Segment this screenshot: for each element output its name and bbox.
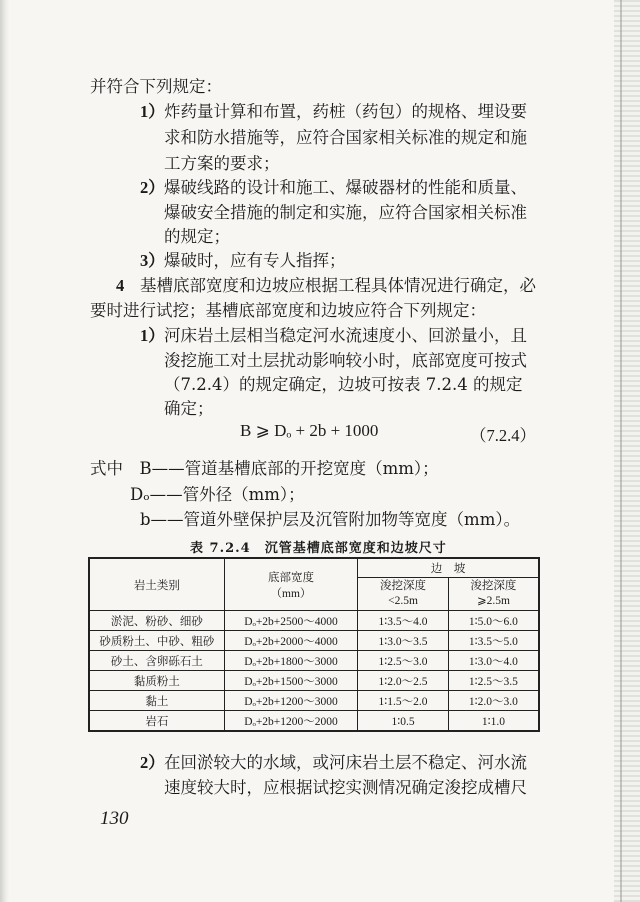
cell-slope-deep: 1∶5.0～6.0 bbox=[448, 611, 539, 631]
cell-slope-deep: 1∶2.0～3.0 bbox=[448, 691, 539, 711]
list-number: 3） bbox=[140, 251, 165, 270]
cell-slope-deep: 1∶1.0 bbox=[448, 711, 539, 732]
formula: B ⩾ Dₒ + 2b + 1000 bbox=[240, 421, 379, 440]
text-line: 确定； bbox=[164, 399, 214, 418]
cell-slope-shallow: 1∶0.5 bbox=[358, 711, 449, 732]
page-left-edge-shadow bbox=[0, 0, 9, 902]
text-line: 基槽底部宽度和边坡应根据工程具体情况进行确定，必 bbox=[140, 276, 536, 295]
cell-slope-shallow: 1∶2.5～3.0 bbox=[358, 651, 449, 671]
text-line: 工方案的要求； bbox=[164, 154, 280, 173]
text-line: 的规定； bbox=[164, 227, 230, 246]
text-line: 爆破时，应有专人指挥； bbox=[164, 251, 346, 270]
header-depth-range: <2.5m bbox=[388, 595, 418, 607]
table-caption: 表 7.2.4 沉管基槽底部宽度和边坡尺寸 bbox=[190, 541, 447, 556]
text-line: 求和防水措施等，应符合国家相关标准的规定和施 bbox=[164, 128, 527, 147]
list-number: 2） bbox=[140, 178, 165, 197]
header-slope: 边 坡 bbox=[358, 558, 539, 578]
where-line: b——管道外壁保护层及沉管附加物等宽度（mm）。 bbox=[140, 510, 521, 529]
cell-slope-deep: 1∶3.0～4.0 bbox=[448, 651, 539, 671]
page-right-binding-line bbox=[620, 0, 622, 902]
list-number: 2） bbox=[140, 753, 165, 772]
cell-soil: 淤泥、粉砂、细砂 bbox=[89, 611, 224, 631]
header-depth-range: ⩾2.5m bbox=[476, 595, 510, 607]
text-line: （7.2.4）的规定确定，边坡可按表 7.2.4 的规定 bbox=[164, 375, 523, 394]
cell-soil: 岩石 bbox=[89, 711, 224, 732]
cell-width: Dₒ+2b+1200～2000 bbox=[224, 711, 358, 732]
text-line: 炸药量计算和布置，药桩（药包）的规格、埋设要 bbox=[164, 102, 527, 121]
list-number: 1） bbox=[140, 326, 165, 345]
text-line: 浚挖施工对土层扰动影响较小时，底部宽度可按式 bbox=[164, 351, 527, 370]
table-row bbox=[89, 631, 539, 651]
cell-width: Dₒ+2b+2500～4000 bbox=[224, 611, 358, 631]
where-line: Dₒ——管外径（mm）； bbox=[130, 485, 305, 504]
cell-width: Dₒ+2b+2000～4000 bbox=[224, 631, 358, 651]
cell-width: Dₒ+2b+1500～3000 bbox=[224, 671, 358, 691]
table-row bbox=[89, 711, 539, 732]
cell-slope-shallow: 1∶3.0～3.5 bbox=[358, 631, 449, 651]
cell-slope-deep: 1∶3.5～5.0 bbox=[448, 631, 539, 651]
cell-soil: 砂土、含卵砾石土 bbox=[89, 651, 224, 671]
header-bottom-width bbox=[224, 558, 358, 611]
item-number: 4 bbox=[116, 276, 125, 295]
text-line: 河床岩土层相当稳定河水流速度小、回淤量小，且 bbox=[164, 326, 527, 345]
header-depth-label: 浚挖深度 bbox=[380, 580, 427, 592]
formula-number: （7.2.4） bbox=[470, 426, 536, 445]
header-depth-deep bbox=[448, 578, 539, 611]
cell-soil: 黏质粉土 bbox=[89, 671, 224, 691]
cell-width: Dₒ+2b+1800～3000 bbox=[224, 651, 358, 671]
cell-slope-shallow: 1∶1.5～2.0 bbox=[358, 691, 449, 711]
table-row bbox=[89, 691, 539, 711]
text-line: 并符合下列规定： bbox=[90, 77, 222, 96]
slope-table bbox=[88, 557, 540, 732]
text-line: 速度较大时，应根据试挖实测情况确定浚挖成槽尺 bbox=[164, 778, 527, 797]
cell-soil: 黏土 bbox=[89, 691, 224, 711]
text-line: 要时进行试挖；基槽底部宽度和边坡应符合下列规定： bbox=[90, 301, 486, 320]
text-line: 爆破安全措施的制定和实施，应符合国家相关标准 bbox=[164, 203, 527, 222]
header-bottom-width-label: 底部宽度 bbox=[268, 571, 314, 584]
cell-soil: 砂质粉土、中砂、粗砂 bbox=[89, 631, 224, 651]
page-number: 130 bbox=[100, 808, 129, 829]
cell-slope-deep: 1∶2.5～3.5 bbox=[448, 671, 539, 691]
header-depth-label: 浚挖深度 bbox=[470, 580, 517, 592]
header-depth-shallow bbox=[358, 578, 449, 611]
table-row bbox=[89, 651, 539, 671]
cell-width: Dₒ+2b+1200～3000 bbox=[224, 691, 358, 711]
text-line: 爆破线路的设计和施工、爆破器材的性能和质量、 bbox=[164, 178, 527, 197]
list-number: 1） bbox=[140, 102, 165, 121]
table-row bbox=[89, 611, 539, 631]
where-line: 式中 B——管道基槽底部的开挖宽度（mm）； bbox=[90, 459, 439, 478]
header-soil-type: 岩土类别 bbox=[89, 558, 224, 611]
table-row bbox=[89, 671, 539, 691]
text-line: 在回淤较大的水域，或河床岩土层不稳定、河水流 bbox=[164, 753, 527, 772]
cell-slope-shallow: 1∶2.0～2.5 bbox=[358, 671, 449, 691]
page-right-binding-edge bbox=[614, 0, 640, 902]
cell-slope-shallow: 1∶3.5～4.0 bbox=[358, 611, 449, 631]
header-bottom-width-unit: （mm） bbox=[270, 587, 312, 600]
